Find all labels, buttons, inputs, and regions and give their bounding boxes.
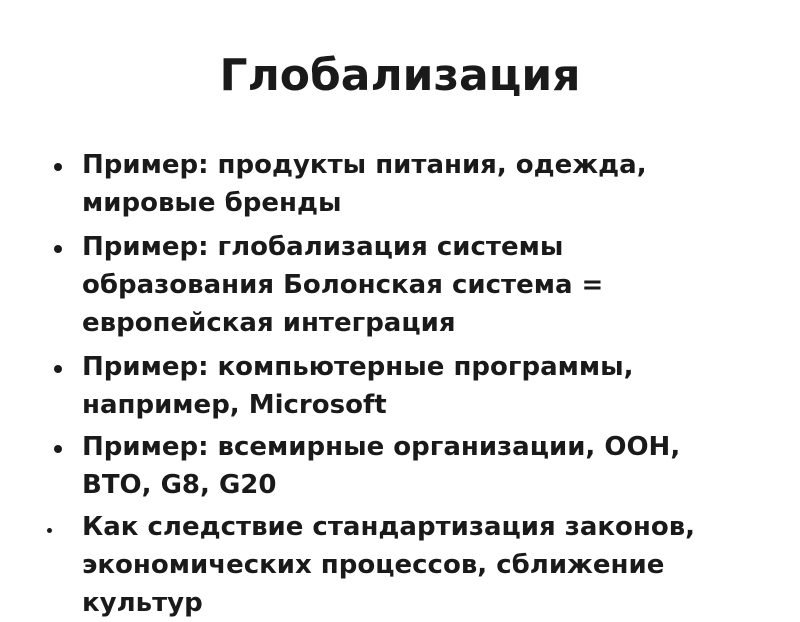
bullet-item [82, 146, 782, 222]
bullet-line: Пример: глобализация системы [82, 232, 564, 262]
bullet-item [82, 228, 782, 342]
bullet-line: например, Microsoft [82, 390, 387, 420]
slide-title: Глобализация [219, 50, 581, 101]
bullet-line: Пример: компьютерные программы, [82, 352, 634, 382]
bullet-line: европейская интеграция [82, 308, 456, 338]
bullet-line: Как следствие стандартизация законов, [82, 512, 696, 542]
bullet-line: образования Болонская система = [82, 270, 604, 300]
bullet-marker-icon [54, 163, 62, 171]
bullet-marker-icon [54, 445, 62, 453]
bullet-line: Пример: всемирные организации, ООН, [82, 432, 681, 462]
bullet-line: Пример: продукты питания, одежда, [82, 150, 647, 180]
bullet-line: мировые бренды [82, 188, 342, 218]
bullet-marker-icon [47, 528, 52, 533]
bullet-item [82, 508, 782, 622]
bullet-item [82, 428, 782, 504]
bullet-line: ВТО, G8, G20 [82, 470, 277, 500]
bullet-line: экономических процессов, сближение [82, 550, 665, 580]
bullet-line: культур [82, 588, 203, 618]
bullet-marker-icon [54, 365, 62, 373]
bullet-marker-icon [54, 245, 62, 253]
bullet-item [82, 348, 782, 424]
